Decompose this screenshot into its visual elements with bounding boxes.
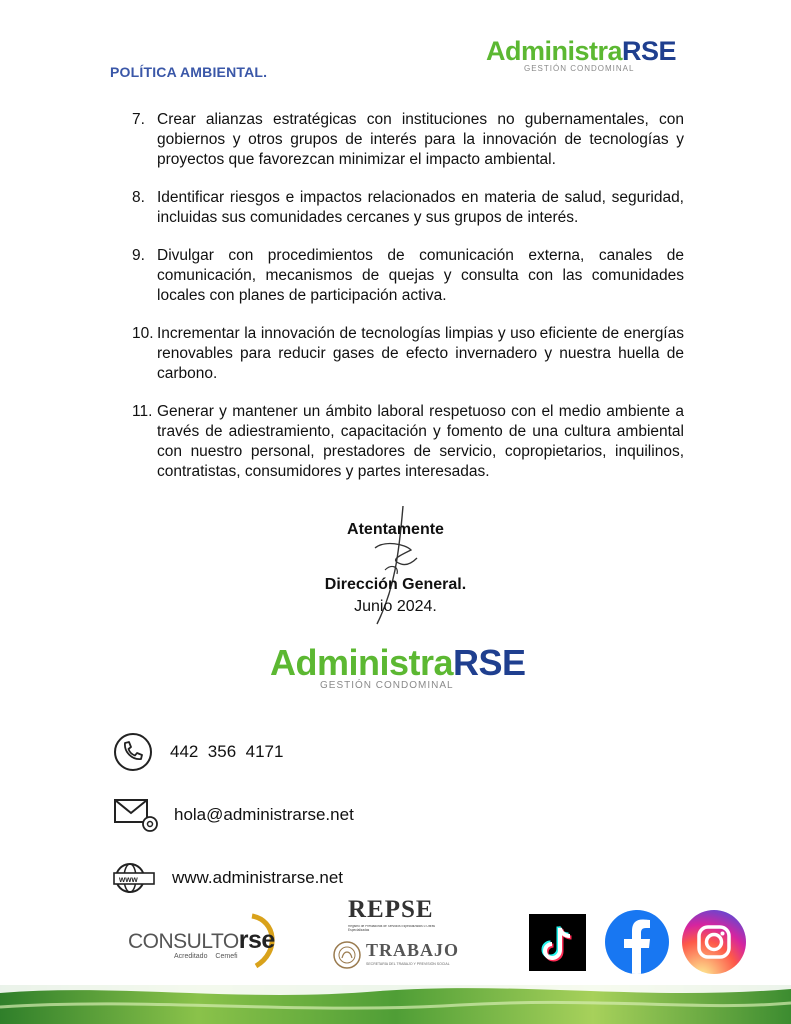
logo-part1: Administra [270,642,454,683]
email-icon [112,796,160,834]
repse-logo [332,896,462,976]
repse-title: REPSE [348,896,434,923]
logo-part2: RSE [453,642,526,683]
item-number: 10. [132,325,154,342]
tiktok-icon[interactable] [529,914,586,971]
item-number: 11. [132,403,153,420]
web-icon [112,860,158,896]
phone-link[interactable]: 442 356 4171 [170,742,284,761]
item-number: 9. [132,247,145,264]
item-number: 7. [132,111,145,128]
item-text: Generar y mantener un ámbito laboral respetuoso con el medio ambiente a través de adiestramiento, capacitación y fomento de una cultura ambiental con nuestro personal, prestadores de servicio, copropietarios, inquilinos, contratistas, consumidores y partes interesadas. [157,403,684,480]
date: Junio 2024. [354,598,437,615]
repse-trabajo: TRABAJO [366,940,460,960]
item-text: Divulgar con procedimientos de comunicación externa, canales de comunicación, mecanismos de quejas y consulta con las comunidades locales con planes de participación activa. [157,247,684,304]
website-link[interactable]: www.administrarse.net [172,868,344,887]
logo-part1: Administra [486,36,623,66]
item-number: 8. [132,189,145,206]
policy-list [132,110,684,500]
consultorse-line2: Cemefi [215,953,238,960]
seal-icon [332,938,362,972]
list-item [132,402,684,482]
repse-subtitle: Registro de Prestadoras de Servicios Especializados u Obras Especializadas [348,925,435,932]
item-text: Identificar riesgos e impactos relacionados en materia de salud, seguridad, incluidas sus comunidades cercanes y sus grupos de interés. [157,189,684,226]
contact-phone [112,731,283,773]
logo-subtitle: GESTIÓN CONDOMINAL [524,64,635,73]
consultorse-part1: CONSULTO [128,930,239,953]
signer: Dirección General. [324,576,467,593]
list-item [132,110,684,170]
center-logo [270,643,530,691]
list-item [132,188,684,228]
logo-part2: RSE [622,36,677,66]
list-item [132,246,684,306]
email-link[interactable]: hola@administrarse.net [174,805,354,824]
logo-subtitle: GESTIÓN CONDOMINAL [320,680,454,691]
header-logo [486,36,682,73]
item-text: Incrementar la innovación de tecnologías limpias y uso eficiente de energías renovables para reducir gases de efecto invernadero y nuestra huella de carbono. [157,325,684,382]
facebook-icon[interactable] [605,910,669,974]
repse-trabajo-sub: SECRETARÍA DEL TRABAJO Y PREVISIÓN SOCIAL [366,962,450,966]
contact-website [112,860,343,896]
contact-email [112,796,354,834]
page-title: POLÍTICA AMBIENTAL. [110,64,268,80]
salutation: Atentamente [347,521,444,538]
phone-icon [112,731,154,773]
consultorse-logo [128,912,278,972]
consultorse-part2: rse [238,926,275,954]
svg-text:www: www [119,875,138,884]
instagram-icon[interactable] [682,910,746,974]
list-item [132,324,684,384]
item-text: Crear alianzas estratégicas con instituciones no gubernamentales, con gobiernos y otros grupos de interés para la innovación de tecnologías y proyectos que favorezcan minimizar el impacto ambiental. [157,111,684,168]
footer-grass-band [0,985,791,1024]
consultorse-line1: Acreditado [174,953,208,960]
